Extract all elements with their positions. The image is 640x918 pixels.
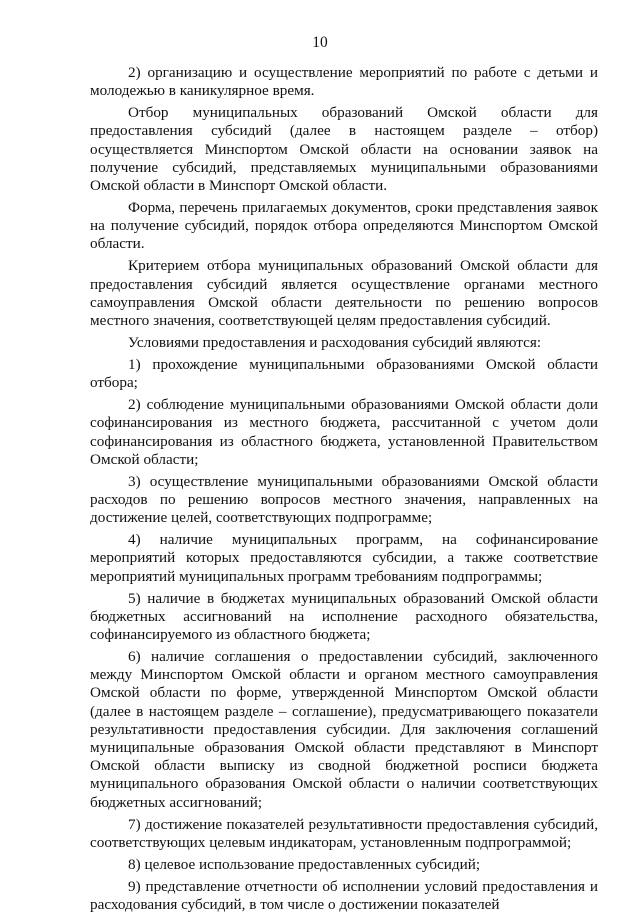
paragraph-condition-5: 5) наличие в бюджетах муниципальных образований Омской области бюджетных ассигнований на исполнение расходного обязательства, софинансируемого из областного бюджета; (90, 589, 598, 644)
paragraph-condition-3: 3) осуществление муниципальными образованиями Омской области расходов по решению вопросов местного значения, направленных на достижение целей, соответствующих подпрограмме; (90, 472, 598, 527)
paragraph-application-form: Форма, перечень прилагаемых документов, сроки представления заявок на получение субсидий, порядок отбора определяются Минспортом Омской области. (90, 199, 598, 253)
paragraph-condition-2: 2) соблюдение муниципальными образованиями Омской области доли софинансирования из местного бюджета, рассчитанной с учетом доли софинансирования из областного бюджета, установленной Правительством Омской области; (90, 396, 598, 468)
paragraph-condition-6: 6) наличие соглашения о предоставлении субсидий, заключенного между Минспортом Омской области и органом местного самоуправления Омской области по форме, утвержденной Минспортом Омской области (далее в настоящем разделе – соглашение), предусматривающего показатели результативности предоставления субсидии. Для заключения соглашений муниципальные образования Омской области представляют в Минспорт Омской области выписку из сводной бюджетной росписи бюджета муниципального образования Омской области о наличии соответствующих бюджетных ассигнований; (90, 648, 598, 811)
paragraph-condition-8: 8) целевое использование предоставленных субсидий; (128, 855, 481, 873)
paragraph-selection: Отбор муниципальных образований Омской области для предоставления субсидий (далее в настоящем разделе – отбор) осуществляется Минспортом Омской области на основании заявок на получение субсидий, представляемых муниципальными образованиями Омской области в Минспорт Омской области. (90, 104, 598, 195)
paragraph-condition-9: 9) представление отчетности об исполнении условий предоставления и расходования субсидий, в том числе о достижении показателей (90, 877, 598, 914)
document-body (90, 64, 598, 918)
paragraph-condition-4: 4) наличие муниципальных программ, на софинансирование мероприятий которых предоставляются субсидии, а также соответствие мероприятий муниципальных программ требованиям подпрограммы; (90, 531, 598, 585)
paragraph-condition-7: 7) достижение показателей результативности предоставления субсидий, соответствующих целевым индикаторам, установленным подпрограммой; (90, 815, 598, 851)
paragraph-conditions-intro: Условиями предоставления и расходования субсидий являются: (128, 334, 542, 352)
paragraph-selection-criterion: Критерием отбора муниципальных образований Омской области для предоставления субсидий является осуществление органами местного самоуправления Омской области деятельности по решению вопросов местного значения, соответствующей целям предоставления субсидий. (90, 257, 598, 330)
paragraph-item-2-organization: 2) организацию и осуществление мероприятий по работе с детьми и молодежью в каникулярное время. (90, 64, 598, 100)
paragraph-condition-1: 1) прохождение муниципальными образованиями Омской области отбора; (90, 356, 598, 392)
page-number: 10 (312, 34, 328, 51)
